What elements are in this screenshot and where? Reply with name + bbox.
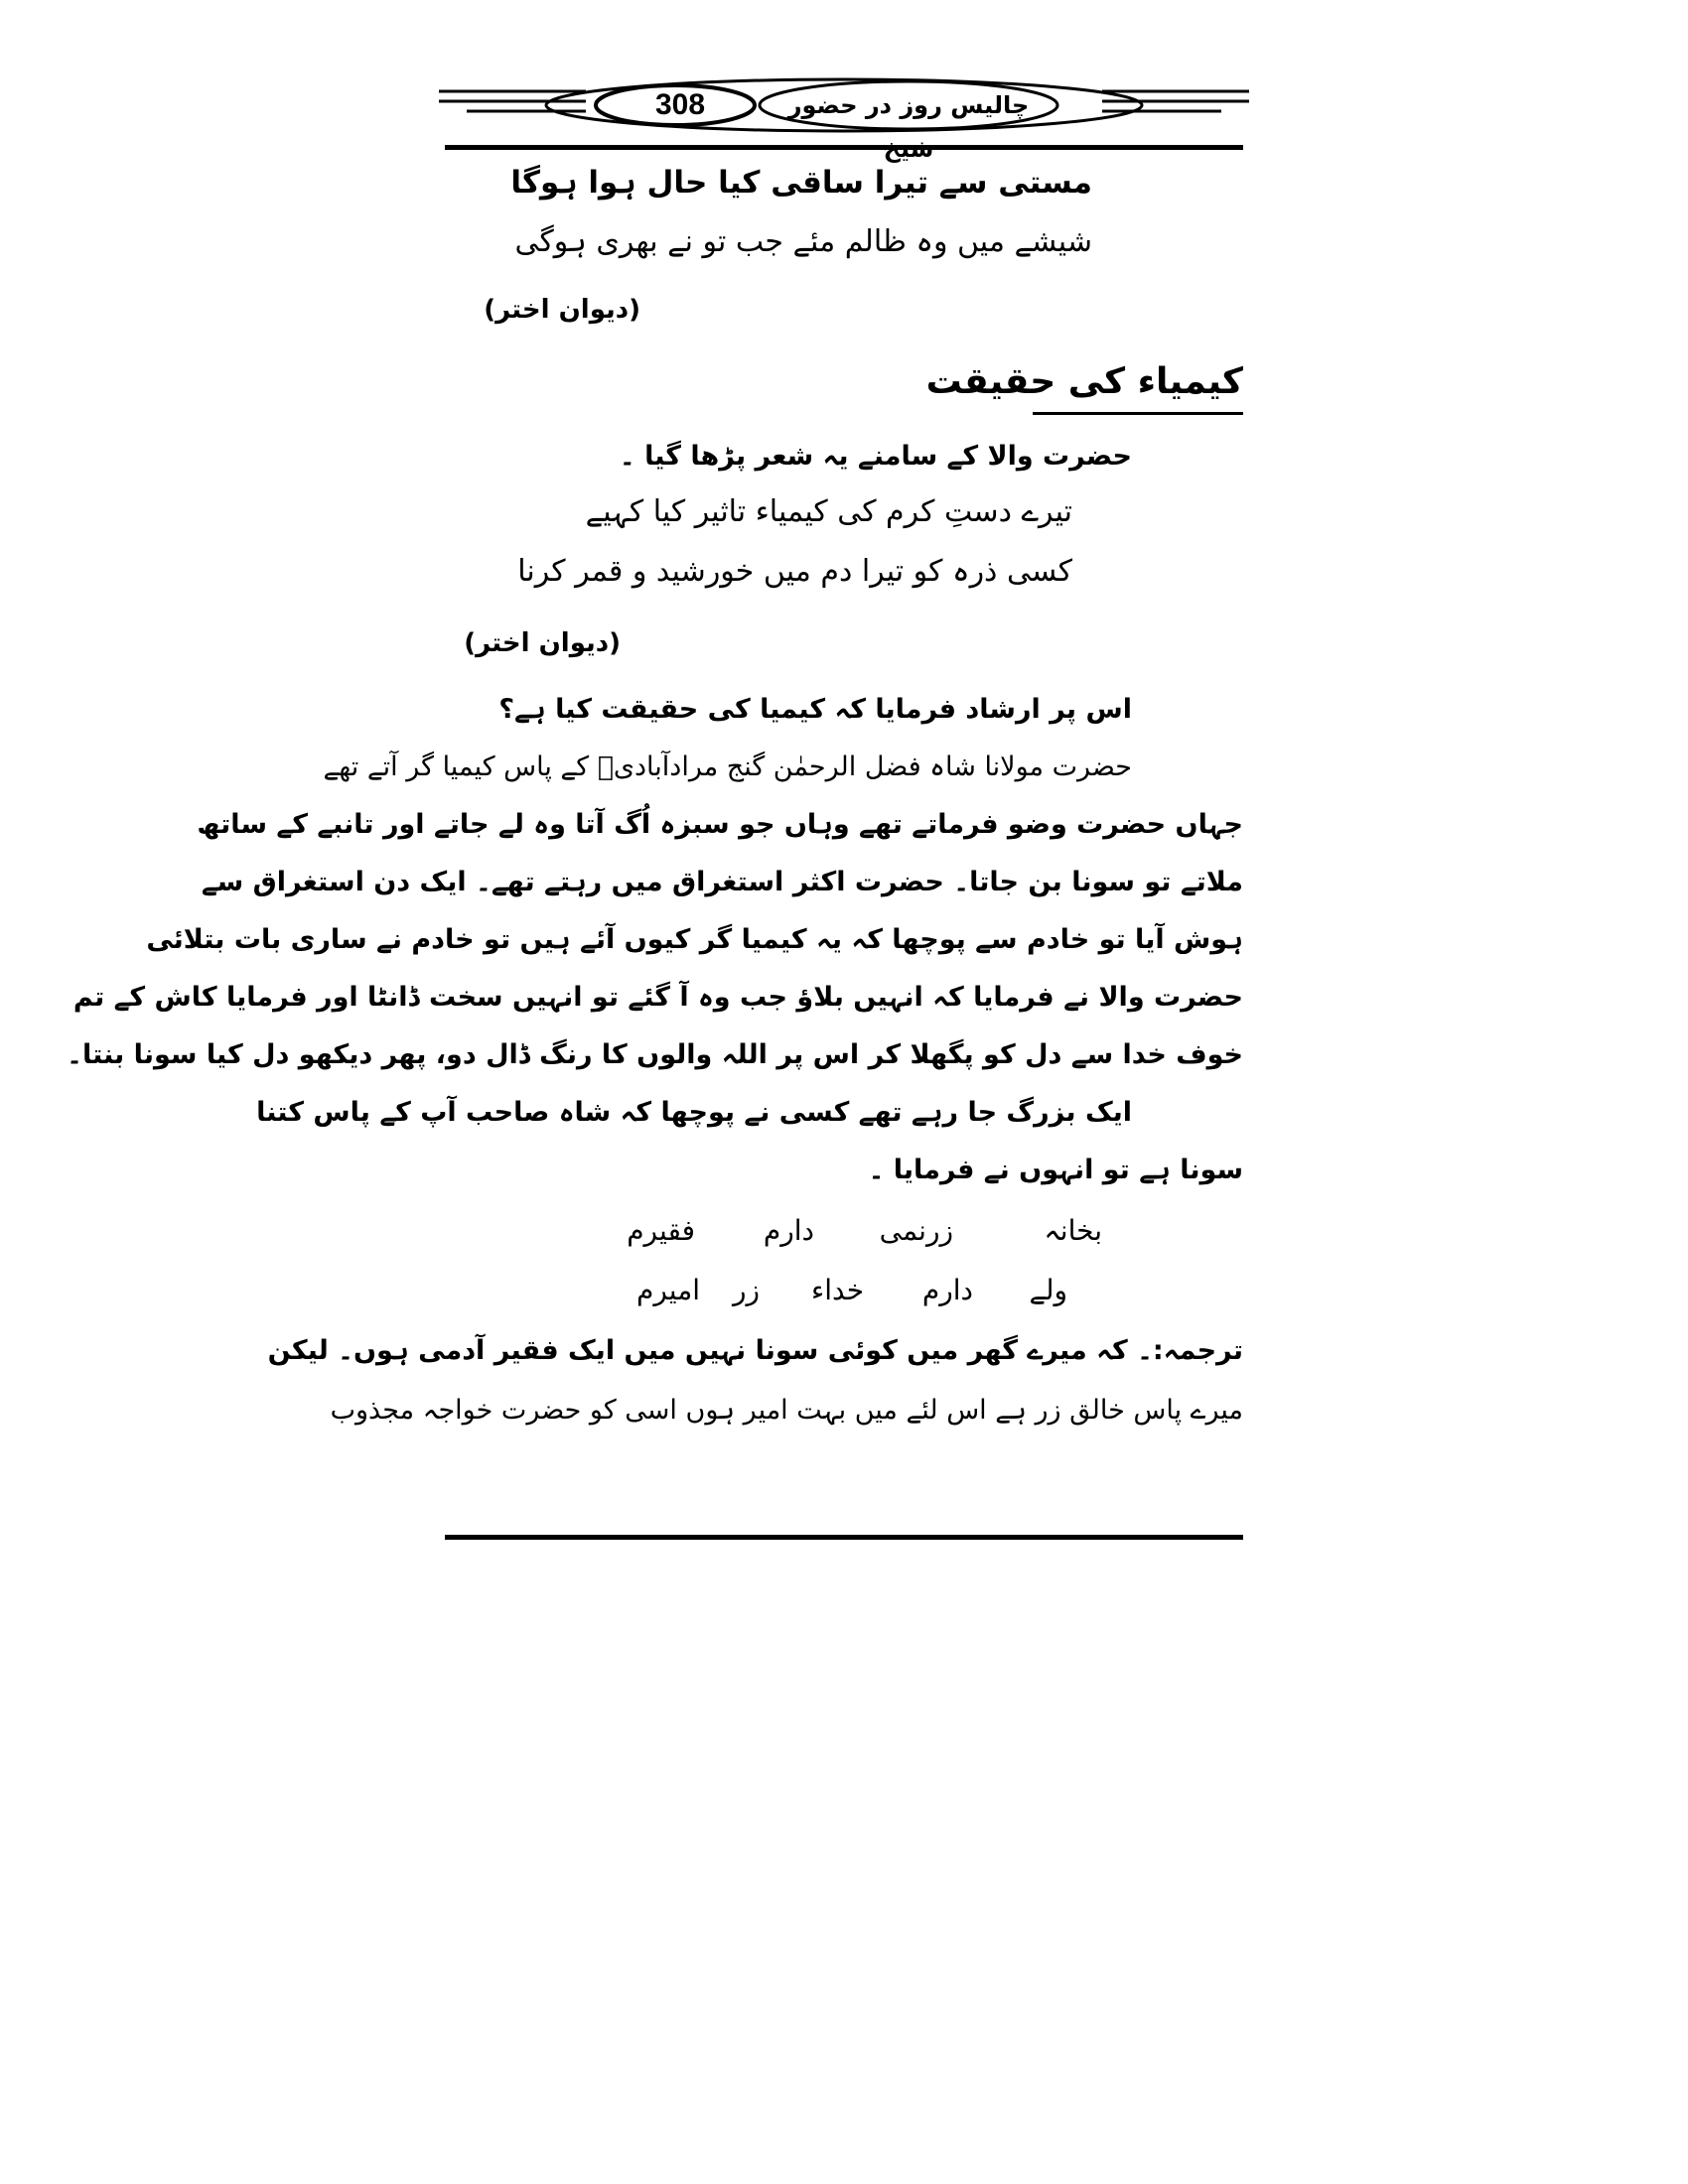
header-rule	[445, 145, 1243, 150]
persian-word: زرنمی	[879, 1214, 953, 1247]
verse-line: کسی ذرہ کو تیرا دم میں خورشید و قمر کرنا	[517, 554, 1072, 589]
paragraph-line: ایک بزرگ جا رہے تھے کسی نے پوچھا کہ شاہ صاحب آپ کے پاس کتنا	[256, 1097, 1132, 1128]
persian-word: خداء	[811, 1274, 864, 1306]
translation-line: میرے پاس خالق زر ہے اس لئے میں بہت امیر ہوں اسی کو حضرت خواجہ مجذوب	[330, 1395, 1243, 1426]
paragraph-line: خوف خدا سے دل کو پگھلا کر اس پر اللہ والوں کا رنگ ڈال دو، پھر دیکھو دل کیا سونا بنتا۔	[67, 1039, 1243, 1070]
persian-word: دارم	[921, 1274, 973, 1306]
book-title: چالیس روز در حضور	[787, 91, 1030, 119]
persian-word: زر	[732, 1274, 760, 1306]
translation-line: ترجمہ:۔ کہ میرے گھر میں کوئی سونا نہیں میں ایک فقیر آدمی ہوں۔ لیکن	[267, 1335, 1243, 1366]
section-heading: کیمیاء کی حقیقت	[925, 361, 1243, 402]
paragraph-line: جہاں حضرت وضو فرماتے تھے وہاں جو سبزہ اُگ آتا وہ لے جاتے اور تانبے کے ساتھ	[197, 809, 1243, 840]
heading-underline	[1033, 412, 1243, 415]
paragraph-line: ہوش آیا تو خادم سے پوچھا کہ یہ کیمیا گر کیوں آئے ہیں تو خادم نے ساری بات بتلائی	[146, 924, 1243, 955]
verse-line: شیشے میں وہ ظالم مئے جب تو نے بھری ہوگی	[514, 224, 1092, 259]
intro-line: حضرت والا کے سامنے یہ شعر پڑھا گیا ۔	[619, 441, 1132, 472]
page-number: 308	[654, 88, 706, 121]
persian-word: امیرم	[635, 1274, 700, 1306]
persian-word: دارم	[763, 1214, 814, 1247]
paragraph-line: حضرت مولانا شاہ فضل الرحمٰن گنج مرادآبادیؒ کے پاس کیمیا گر آتے تھے	[323, 751, 1132, 782]
paragraph-line: حضرت والا نے فرمایا کہ انہیں بلاؤ جب وہ آ گئے تو انہیں سخت ڈانٹا اور فرمایا کاش کے تم	[72, 982, 1243, 1013]
citation: (دیوان اختر)	[464, 628, 621, 658]
verse-line: تیرے دستِ کرم کی کیمیاء تاثیر کیا کہیے	[585, 494, 1072, 529]
persian-word: ولے	[1029, 1274, 1067, 1306]
paragraph-line: سونا ہے تو انہوں نے فرمایا ۔	[868, 1155, 1243, 1185]
citation: (دیوان اختر)	[484, 295, 640, 325]
footer-rule	[445, 1535, 1243, 1540]
question-line: اس پر ارشاد فرمایا کہ کیمیا کی حقیقت کیا ہے؟	[498, 694, 1132, 725]
persian-word: بخانہ	[1044, 1214, 1102, 1247]
persian-word: فقیرم	[627, 1214, 695, 1247]
verse-line: مستی سے تیرا ساقی کیا حال ہوا ہوگا	[510, 165, 1092, 201]
paragraph-line: ملاتے تو سونا بن جاتا۔ حضرت اکثر استغراق میں رہتے تھے۔ ایک دن استغراق سے	[201, 867, 1243, 897]
